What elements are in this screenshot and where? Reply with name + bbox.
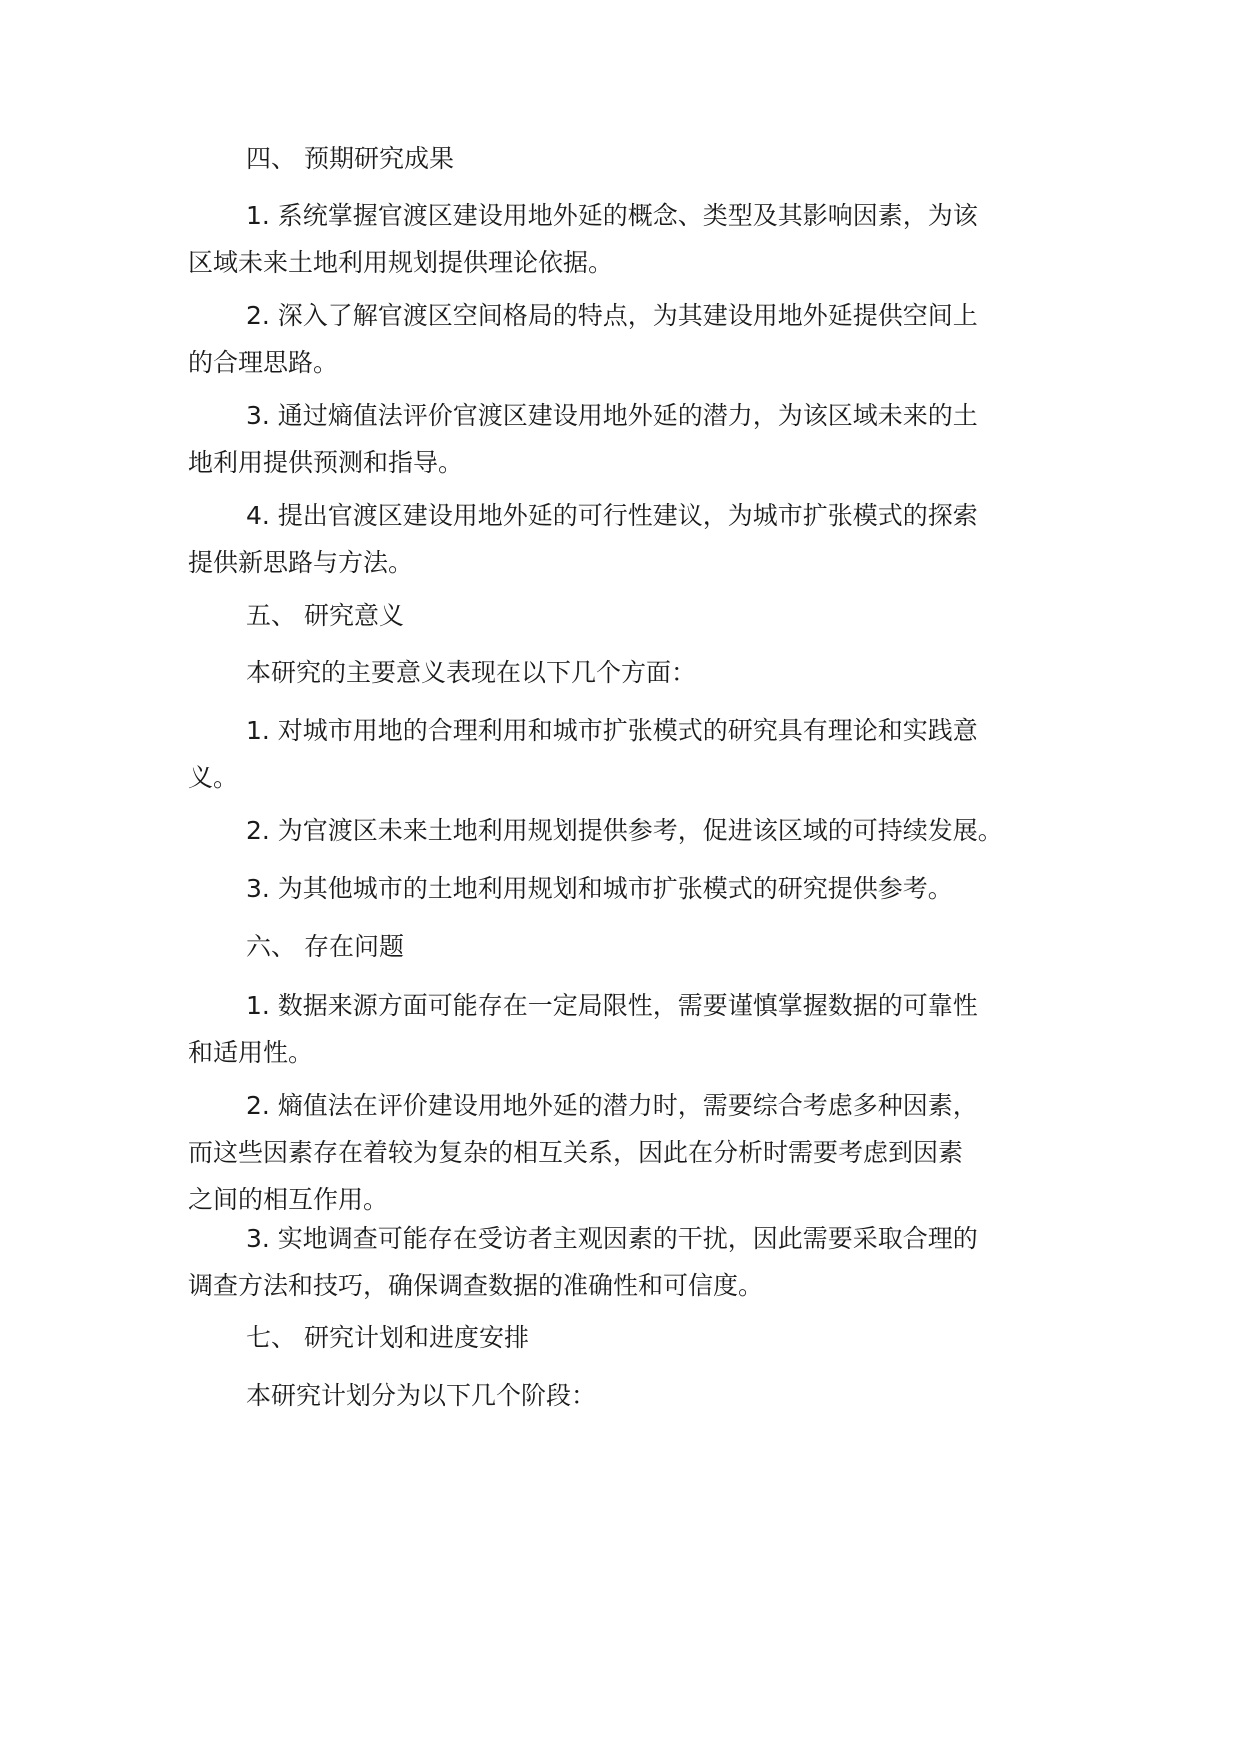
text-line: 而这些因素存在着较为复杂的相互关系，因此在分析时需要考虑到因素 xyxy=(188,1138,964,1167)
paragraph-result-4 xyxy=(188,492,1088,586)
paragraph-result-3 xyxy=(188,392,1088,486)
paragraph-problem-3 xyxy=(188,1215,1088,1309)
text-line: 3. 通过熵值法评价官渡区建设用地外延的潜力，为该区域未来的土 xyxy=(246,401,978,430)
paragraph-significance-2 xyxy=(188,807,1088,854)
paragraph-significance-intro xyxy=(188,649,1088,696)
text-line: 六、 存在问题 xyxy=(246,932,404,961)
text-line: 义。 xyxy=(188,763,239,792)
paragraph-significance-1 xyxy=(188,707,1088,801)
text-line: 和适用性。 xyxy=(188,1038,314,1067)
text-line: 调查方法和技巧，确保调查数据的准确性和可信度。 xyxy=(188,1271,764,1300)
text-line: 四、 预期研究成果 xyxy=(246,144,454,173)
text-line: 1. 数据来源方面可能存在一定局限性，需要谨慎掌握数据的可靠性 xyxy=(246,991,978,1020)
text-line: 地利用提供预测和指导。 xyxy=(188,448,464,477)
text-line: 1. 系统掌握官渡区建设用地外延的概念、类型及其影响因素，为该 xyxy=(246,201,978,230)
text-line: 区域未来土地利用规划提供理论依据。 xyxy=(188,248,614,277)
text-line: 3. 为其他城市的土地利用规划和城市扩张模式的研究提供参考。 xyxy=(246,874,953,903)
paragraph-problem-1 xyxy=(188,982,1088,1076)
section-heading-expected-results xyxy=(188,135,1088,182)
text-line: 2. 为官渡区未来土地利用规划提供参考，促进该区域的可持续发展。 xyxy=(246,816,1003,845)
text-line: 的合理思路。 xyxy=(188,348,339,377)
section-heading-significance xyxy=(188,592,1088,639)
section-heading-problems xyxy=(188,923,1088,970)
text-line: 3. 实地调查可能存在受访者主观因素的干扰，因此需要采取合理的 xyxy=(246,1224,978,1253)
text-line: 五、 研究意义 xyxy=(246,601,404,630)
text-line: 之间的相互作用。 xyxy=(188,1185,389,1214)
text-line: 1. 对城市用地的合理利用和城市扩张模式的研究具有理论和实践意 xyxy=(246,716,978,745)
text-line: 本研究的主要意义表现在以下几个方面： xyxy=(246,658,697,687)
text-line: 七、 研究计划和进度安排 xyxy=(246,1323,529,1352)
section-heading-plan xyxy=(188,1314,1088,1361)
paragraph-result-1 xyxy=(188,192,1088,286)
text-line: 2. 熵值法在评价建设用地外延的潜力时，需要综合考虑多种因素， xyxy=(246,1091,978,1120)
text-line: 本研究计划分为以下几个阶段： xyxy=(246,1381,597,1410)
paragraph-plan-intro xyxy=(188,1372,1088,1419)
paragraph-significance-3 xyxy=(188,865,1088,912)
text-line: 4. 提出官渡区建设用地外延的可行性建议，为城市扩张模式的探索 xyxy=(246,501,978,530)
paragraph-result-2 xyxy=(188,292,1088,386)
text-line: 2. 深入了解官渡区空间格局的特点，为其建设用地外延提供空间上 xyxy=(246,301,978,330)
text-line: 提供新思路与方法。 xyxy=(188,548,414,577)
paragraph-problem-2 xyxy=(188,1082,1088,1223)
